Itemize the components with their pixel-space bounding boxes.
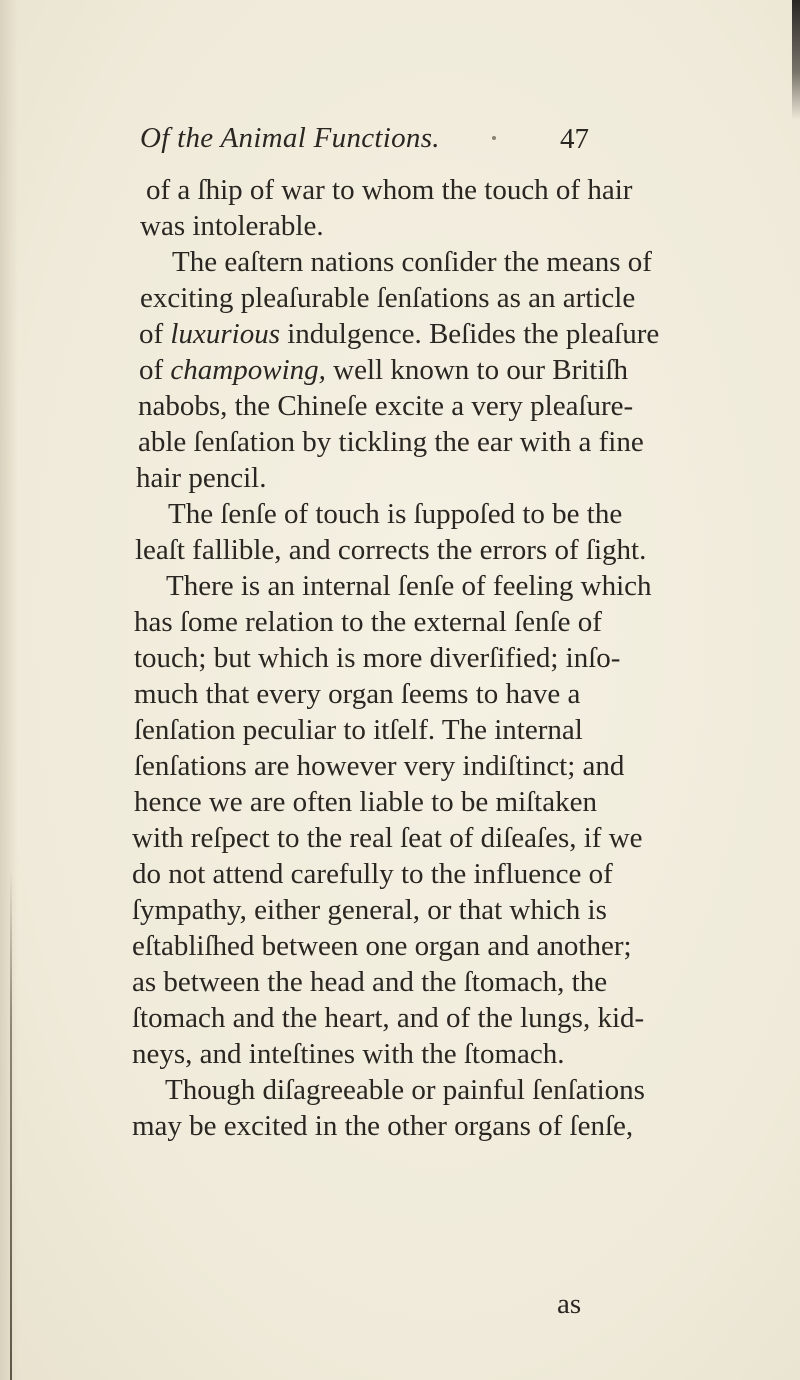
text-line-17: ſenſations are however very indiſtinct; and: [134, 750, 625, 782]
text-line-27: may be excited in the other organs of ſenſe,: [132, 1110, 634, 1142]
running-head: [140, 122, 760, 166]
running-head-title: Of the Animal Functions.: [140, 122, 440, 154]
text-line-6: [139, 352, 628, 388]
text-line-14: touch; but which is more diverſified; inſo-: [134, 642, 621, 674]
line-5-pre: of: [139, 318, 171, 350]
text-line-7: nabobs, the Chineſe excite a very pleaſure-: [138, 390, 634, 422]
text-line-13: has ſome relation to the external ſenſe of: [134, 606, 602, 638]
gutter-shadow: [0, 0, 18, 1380]
catchword: as: [557, 1288, 582, 1320]
text-line-23: as between the head and the ſtomach, the: [132, 966, 608, 998]
page-number: 47: [560, 123, 589, 155]
text-line-18: hence we are often liable to be miſtaken: [134, 786, 597, 818]
text-line-3: The eaſtern nations conſider the means of: [172, 246, 652, 278]
text-line-15: much that every organ ſeems to have a: [134, 678, 581, 710]
gutter-edge-line: [10, 870, 12, 1380]
text-line-12: There is an internal ſenſe of feeling which: [166, 570, 652, 602]
text-line-24: ſtomach and the heart, and of the lungs, kid-: [132, 1002, 645, 1034]
line-6-pre: of: [139, 354, 171, 386]
text-line-16: ſenſation peculiar to itſelf. The internal: [134, 714, 583, 746]
text-line-19: with reſpect to the real ſeat of diſeaſes, if we: [132, 822, 643, 854]
page-edge-mark: [792, 0, 800, 120]
line-6-italic: champowing,: [170, 354, 326, 386]
text-line-5: [139, 316, 659, 352]
text-line-22: eſtabliſhed between one organ and another;: [132, 930, 632, 962]
text-line-20: do not attend carefully to the influence of: [132, 858, 613, 890]
line-6-post: well known to our Britiſh: [325, 354, 628, 386]
text-line-9: hair pencil.: [136, 462, 267, 494]
text-line-25: neys, and inteſtines with the ſtomach.: [132, 1038, 565, 1070]
text-line-4: exciting pleaſurable ſenſations as an article: [140, 282, 636, 314]
line-5-post: indulgence. Beſides the pleaſure: [279, 318, 660, 350]
line-5-italic: luxurious: [170, 318, 280, 350]
text-line-8: able ſenſation by tickling the ear with a fine: [138, 426, 644, 458]
text-line-1: of a ſhip of war to whom the touch of hair: [146, 174, 633, 206]
text-line-2: was intolerable.: [140, 210, 324, 242]
text-line-10: The ſenſe of touch is ſuppoſed to be the: [168, 498, 623, 530]
text-line-26: Though diſagreeable or painful ſenſations: [165, 1074, 645, 1106]
ink-speck: [492, 136, 496, 140]
text-line-21: ſympathy, either general, or that which is: [132, 894, 607, 926]
text-line-11: leaſt fallible, and corrects the errors of ſight.: [135, 534, 647, 566]
